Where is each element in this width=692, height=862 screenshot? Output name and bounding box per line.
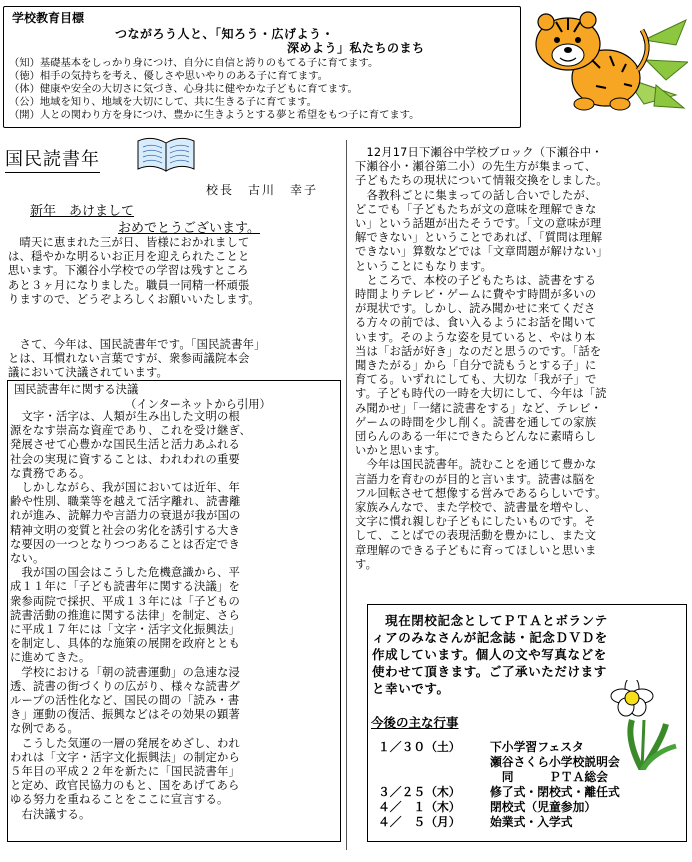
event-name: 瀬谷さくら小学校説明会 xyxy=(490,755,620,769)
resolution-source: （インターネットから引用） xyxy=(125,398,271,411)
event-name: 修了式・閉校式・離任式 xyxy=(490,785,620,799)
principal-name: 校長 古川 幸子 xyxy=(206,183,319,197)
goal-openness: （開）人との関わり方を身につけ、豊かに生きようとする夢と希望をもつ子に育てます。 xyxy=(9,109,420,121)
upcoming-events-title: 今後の主な行事 xyxy=(371,715,459,730)
article-title: 国民読書年 xyxy=(5,145,100,173)
event-date: ３／２５（木） xyxy=(378,785,461,799)
greeting-paragraph: 晴天に恵まれた三が日、皆様におかれまして は、穏やかな明るいお正月を迎えられたことと 思います。下瀬谷小学校での学習は残すところ あと３ヶ月になりました。職員一同精一杯頑張 りますので、どうぞよろしくお願いいたします。 xyxy=(8,236,260,306)
column-divider xyxy=(346,140,348,850)
resolution-body: 文字・活字は、人類が生み出した文明の根 源をなす崇高な資産であり、これを受け継ぎ、 発展させて心豊かな国民生活と活力あふれる 社会の実現に資することは、われわれの重要 な責務である。 しかしながら、我が国においては近年、年 齢や性別、職業等を越えて活字離れ、読書離 れが進み、読解力や言語力の衰退が我が国の 精神文明の変質と社会の劣化を誘引する大き な要因の一つとなりつつあることは否定でき ない。 我が国の国会はこうした危機意識から、平 成１１年に「子ども読書年に関する決議」を 衆参両院で採択、平成１３年には「子どもの 読書活動の推進に関する法律」を制定、さら に平成１７年には「文字・活字文化振興法」 を制定し、具体的な施策の展開を政府ととも に進めてきた。 学校における「朝の読書運動」の急速な浸 透、読書の街づくりの広がり、様々な読書グ ループの活性化など、国民の間の「読み・書 き」運動の復活、振興などはその効果の顕著 な例である。 こうした気運の一層の発展をめざし、われ われは「文字・活字文化振興法」の制定から ５年目の平成２２年を新たに「国民読書年」 と定め、政官民協力のもと、国をあげてあら ゆる努力を重ねることをここに宣言する。 右決議する。 xyxy=(10,410,251,821)
event-name: 下小学習フェスタ xyxy=(490,740,584,754)
event-date: ４／ ５（月） xyxy=(378,815,461,829)
event-name: 始業式・入学式 xyxy=(490,815,573,829)
block-meeting-report: 12月17日下瀬谷中学校ブロック（下瀬谷中・ 下瀬谷小・瀬谷第二小）の先生方が集まって、 子どもたちの現状について情報交換をしました。 各教科ごとに集まっての話し合いでしたが、 どこでも「子どもたちが文の意味を理解できな い」という話題が出たそうです。「文の意味が理 解できない」ということであれば、「質問は理解 できない」算数などでは「文章問題が解けない」 ということにもなります。 ところで、本校の子どもたちは、読書をする 時間よりテレビ・ゲームに費やす時間が多いの が現状です。しかし、読み聞かせに来てくださ る方々の前では、食い入るようにお話を聞いて います。そのような姿を見ていると、やはり本 当は「お話が好き」なのだと思うのです。「話を 聞きたがる」から「自分で読もうとする子」に 育てる。いずれにしても、大切な「我が子」で す。子ども時代の一時を大切にして、今年は「読 み聞かせ」「一緒に読書をする」など、テレビ・ ゲームの時間を少し削く。読書を通しての家族 団らんのある一年にできたらどんなに素晴らし いかと思います。 今年は国民読書年。読むことを通じて豊かな 言語力を育むのが目的と言います。読書は脳を フル回転させて想像する営みであるらしいです。 家族みんなで、また学校で、読書量を増やし、 文字に慣れ親しむ子どもにしたいものです。そ して、ことばでの表現活動を豊かにし、また文 章理解のできる子どもに育ってほしいと思いま す。 xyxy=(355,146,608,571)
reading-year-intro-paragraph: さて、今年は、国民読書年です。「国民読書年」 とは、耳慣れない言葉ですが、衆参両議院本会 議において決議されています。 xyxy=(8,338,266,380)
event-date: １／３０（土） xyxy=(378,740,461,754)
school-goals-title: 学校教育目標 xyxy=(12,11,85,25)
goal-virtue: （徳）相手の気持ちを考え、優しさや思いやりのある子に育てます。 xyxy=(9,70,328,82)
new-year-greeting-line-1: 新年 あけまして xyxy=(30,204,135,219)
event-date: ４／ １（木） xyxy=(378,800,461,814)
school-slogan-line-1: つながろう人と、「知ろう・広げよう・ xyxy=(115,27,335,41)
tiger-illustration-icon xyxy=(526,0,688,112)
new-year-greeting-line-2: おめでとうございます。 xyxy=(118,221,260,236)
open-book-icon xyxy=(134,133,198,175)
daffodil-flower-icon xyxy=(606,680,684,770)
goal-body: （体）健康や安全の大切さに気づき、心身共に健やかな子どもに育てます。 xyxy=(9,83,358,95)
goal-public: （公）地域を知り、地域を大切にして、共に生きる子に育てます。 xyxy=(9,96,317,108)
event-name: 同 ＰＴＡ総会 xyxy=(490,770,608,784)
resolution-title: 国民読書年に関する決議 xyxy=(14,383,139,396)
pta-notice-text: 現在閉校記念としてＰＴＡとボランテ ィアのみなさんが記念誌・記念ＤＶＤを 作成しています。個人の文や写真などを 使わせて頂きます。ご了承いただけます と幸いです。 xyxy=(372,613,608,696)
event-name: 閉校式（児童参加） xyxy=(490,800,597,814)
school-slogan-line-2: 深めよう」私たちのまち xyxy=(287,41,425,55)
goal-knowledge: （知）基礎基本をしっかり身につけ、自分に自信と誇りのもてる子に育てます。 xyxy=(9,57,379,69)
